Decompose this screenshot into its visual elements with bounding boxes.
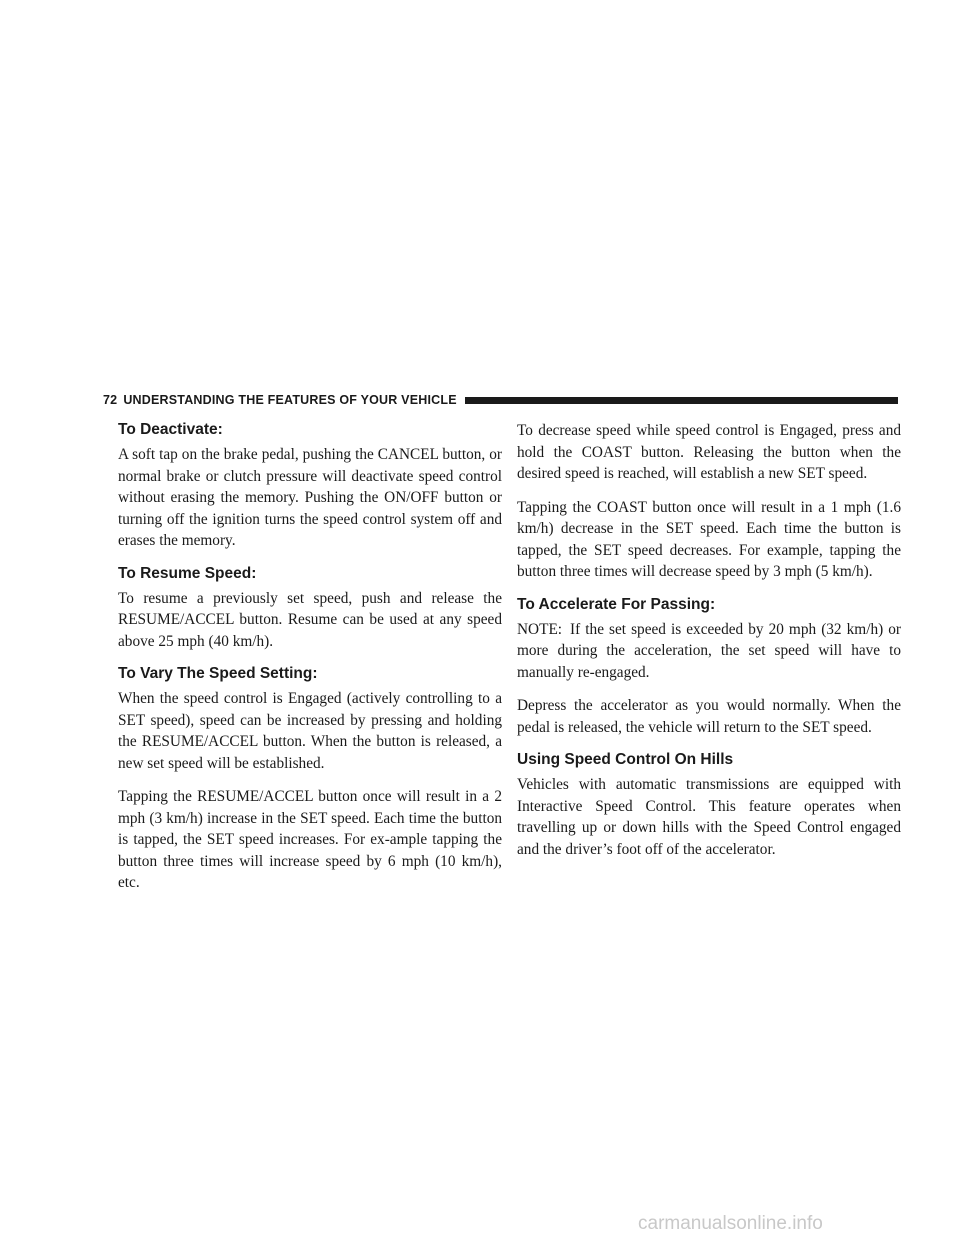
watermark: carmanualsonline.info — [638, 1213, 823, 1234]
heading-hills: Using Speed Control On Hills — [517, 751, 734, 768]
left-column — [118, 420, 502, 906]
note-paragraph — [517, 619, 901, 684]
heading-vary: To Vary The Speed Setting: — [118, 665, 318, 682]
paragraph: To decrease speed while speed control is Engaged, press and hold the COAST button. Releasing the button when the desired speed is reached, will establish a new SET speed. — [517, 422, 901, 482]
heading-resume: To Resume Speed: — [118, 564, 257, 582]
running-title: UNDERSTANDING THE FEATURES OF YOUR VEHICLE — [123, 393, 457, 407]
paragraph: Vehicles with automatic transmissions are equipped with Interactive Speed Control. This feature operates when travelling up or down hills with the Speed Control engaged and the driver’s foot off of the accelerator. — [517, 776, 901, 858]
paragraph: Tapping the COAST button once will result in a 1 mph (1.6 km/h) decrease in the SET speed. Each time the button is tapped, the SET speed decreases. For example, tapping the button three times will decrease speed by 3 mph (5 km/h). — [517, 498, 901, 580]
paragraph: A soft tap on the brake pedal, pushing the CANCEL button, or normal brake or clutch pressure will deactivate speed control without erasing the memory. Pushing the ON/OFF button or turning off the ignition turns the speed control system off and erases the memory. — [118, 446, 502, 549]
paragraph: When the speed control is Engaged (actively controlling to a SET speed), speed can be increased by pressing and holding the RESUME/ACCEL button. When the button is released, a new set speed will be established. — [118, 690, 502, 772]
note-label: NOTE: — [517, 620, 563, 638]
section-deactivate — [118, 420, 502, 552]
header-rule — [465, 397, 898, 404]
heading-deactivate: To Deactivate: — [118, 421, 223, 438]
right-column — [517, 420, 901, 872]
heading-passing: To Accelerate For Passing: — [517, 595, 716, 613]
section-resume — [118, 564, 502, 653]
note-text: If the set speed is exceeded by 20 mph (32 km/h) or more during the acceleration, the set speed will have to manually re-engaged. — [517, 620, 901, 681]
paragraph: Depress the accelerator as you would normally. When the pedal is released, the vehicle will return to the SET speed. — [517, 697, 901, 736]
section-hills — [517, 750, 901, 860]
section-passing — [517, 595, 901, 739]
running-header — [103, 391, 898, 409]
paragraph: Tapping the RESUME/ACCEL button once will result in a 2 mph (3 km/h) increase in the SET speed. Each time the button is tapped, the SET speed increases. For ex-ample tapping the button three times will increase speed by 6 mph (10 km/h), etc. — [118, 788, 502, 891]
page-number: 72 — [103, 393, 118, 407]
section-vary — [118, 664, 502, 894]
paragraph: To resume a previously set speed, push and release the RESUME/ACCEL button. Resume can be used at any speed above 25 mph (40 km/h). — [118, 589, 502, 650]
